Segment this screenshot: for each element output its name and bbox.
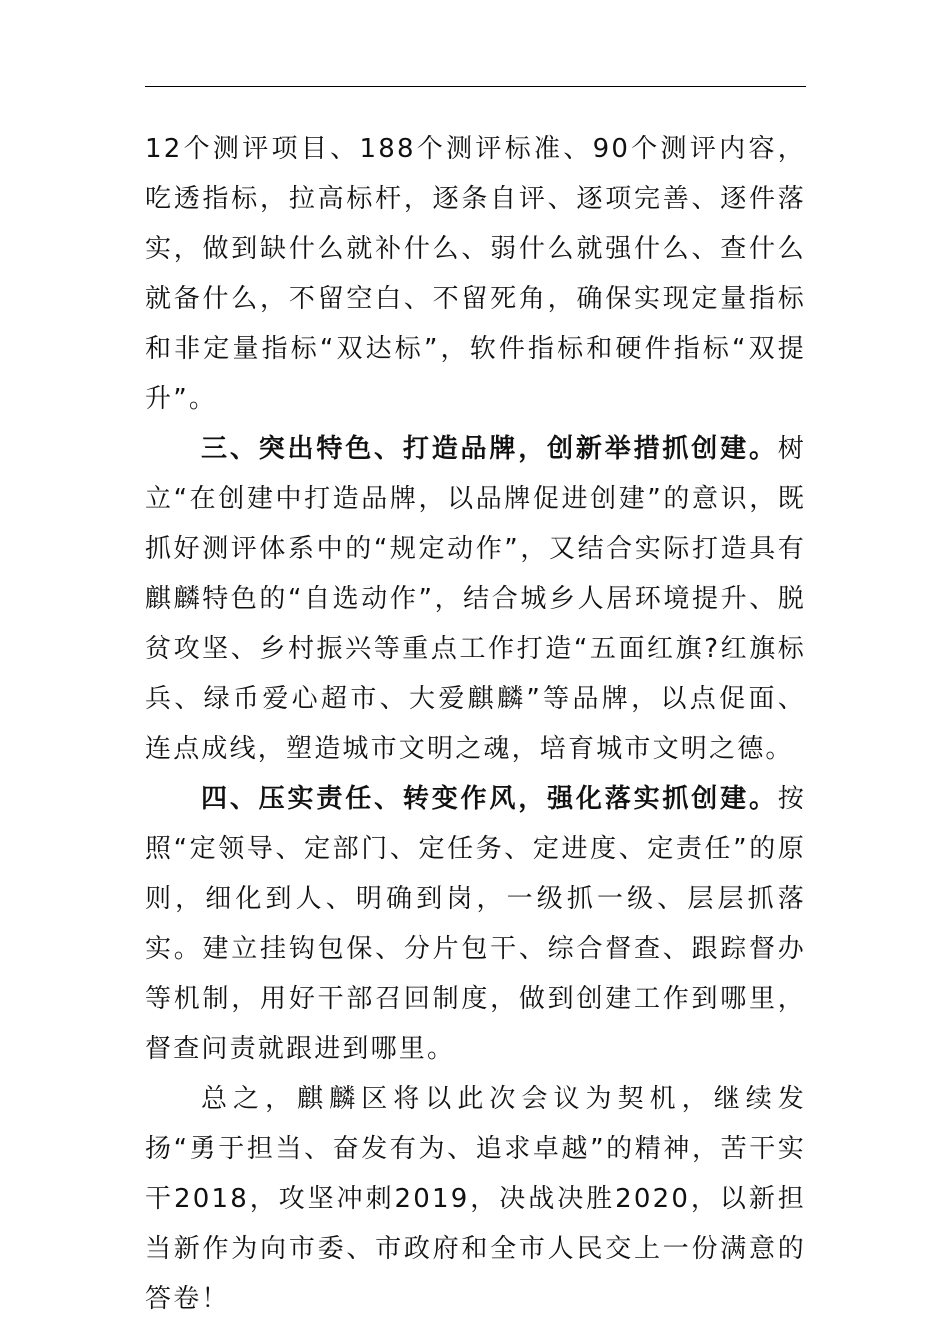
- paragraph-text: 树立“在创建中打造品牌，以品牌促进创建”的意识，既抓好测评体系中的“规定动作”，又结合实际打造具有麒麟特色的“自选动作”，结合城乡人居环境提升、脱贫攻坚、乡村振兴等重点工作打造“五面红旗?红旗标兵、绿币爱心超市、大爱麒麟”等品牌，以点促面、连点成线，塑造城市文明之魂，培育城市文明之德。: [145, 434, 806, 764]
- paragraph-text: 按照“定领导、定部门、定任务、定进度、定责任”的原则，细化到人、明确到岗，一级抓一级、层层抓落实。建立挂钩包保、分片包干、综合督查、跟踪督办等机制，用好干部召回制度，做到创建工作到哪里，督查问责就跟进到哪里。: [145, 784, 806, 1064]
- section-heading: 四、压实责任、转变作风，强化落实抓创建。: [201, 784, 778, 814]
- paragraph-conclusion: [145, 1074, 806, 1324]
- paragraph-section-three: [145, 424, 806, 774]
- paragraph-section-four: [145, 774, 806, 1074]
- document-body: [145, 124, 806, 1324]
- header-rule: [145, 86, 806, 87]
- section-heading: 三、突出特色、打造品牌，创新举措抓创建。: [201, 434, 778, 464]
- paragraph-continuation: [145, 124, 806, 424]
- paragraph-text: 12个测评项目、188个测评标准、90个测评内容，吃透指标，拉高标杆，逐条自评、逐项完善、逐件落实，做到缺什么就补什么、弱什么就强什么、查什么就备什么，不留空白、不留死角，确保实现定量指标和非定量指标“双达标”，软件指标和硬件指标“双提升”。: [145, 134, 806, 414]
- paragraph-text: 总之，麒麟区将以此次会议为契机，继续发扬“勇于担当、奋发有为、追求卓越”的精神，苦干实干2018，攻坚冲刺2019，决战决胜2020，以新担当新作为向市委、市政府和全市人民交上一份满意的答卷！: [145, 1084, 806, 1314]
